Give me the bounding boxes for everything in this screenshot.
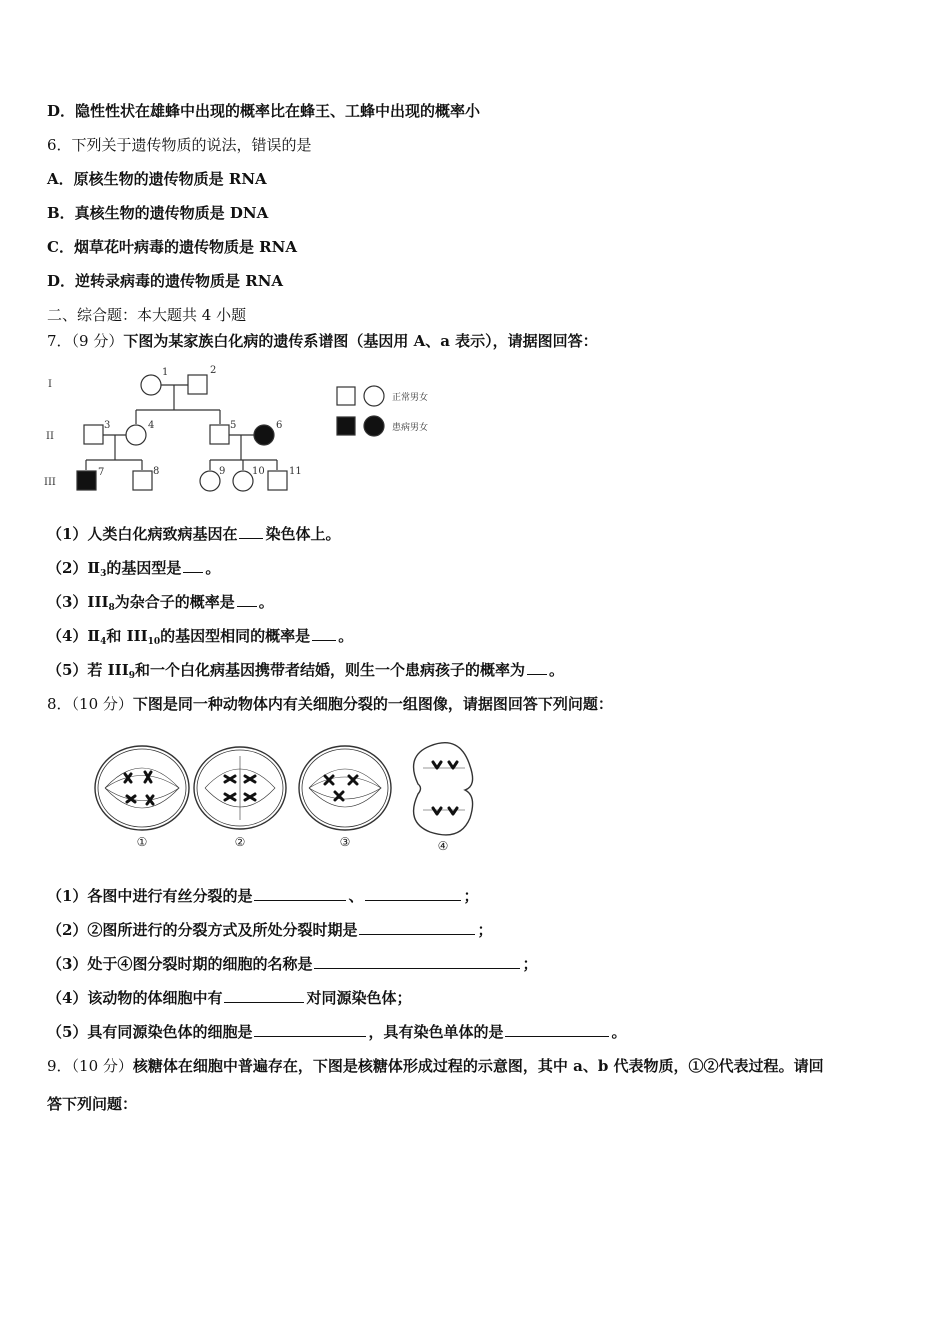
individual-9-female — [200, 471, 220, 491]
q7-sub4-text: （4）Ⅱ — [47, 627, 101, 645]
id-label-5: 5 — [230, 420, 237, 431]
q8-sub3-text: （3）处于④图分裂时期的细胞的名称是 — [47, 955, 313, 973]
legend-affected-male — [337, 417, 355, 435]
q7-sub2 — [47, 558, 220, 584]
id-label-11: 11 — [289, 466, 302, 477]
cell-label-2: ② — [234, 835, 246, 849]
q8-sub1-separator: 、 — [348, 887, 364, 905]
q7-sub2-period: 。 — [205, 559, 221, 577]
q7-sub2-subscript: 3 — [100, 569, 107, 579]
legend-normal-male — [337, 387, 355, 405]
cell-label-1: ① — [136, 835, 148, 849]
q7-sub4-subscript-2: 10 — [147, 637, 161, 647]
q7-sub5-subscript: 9 — [128, 671, 135, 681]
q7-sub4-text3: 的基因型相同的概率是 — [160, 627, 311, 645]
q7-sub2-text2: 的基因型是 — [106, 559, 182, 577]
q8-sub4-end: 对同源染色体； — [306, 989, 412, 1007]
q7-sub4 — [47, 626, 353, 652]
q7-sub3-text2: 为杂合子的概率是 — [114, 593, 235, 611]
q8-sub4-blank[interactable] — [224, 988, 304, 1003]
q7-sub2-blank[interactable] — [183, 558, 203, 573]
individual-3-male — [84, 425, 103, 444]
gen-label-i: I — [48, 379, 52, 390]
q8-stem: 下图是同一种动物体内有关细胞分裂的一组图像，请据图回答下列问题： — [132, 695, 613, 713]
q7-sub1-text: （1）人类白化病致病基因在 — [47, 525, 238, 543]
cell-4 — [414, 743, 473, 835]
q8-sub5-end: 。 — [611, 1023, 627, 1041]
q8-sub5 — [47, 1022, 626, 1042]
id-label-9: 9 — [219, 466, 226, 477]
q5-option-d: D．隐性性状在雄蜂中出现的概率比在蜂王、工蜂中出现的概率小 — [47, 102, 481, 120]
id-label-7: 7 — [98, 467, 105, 478]
q7-sub4-period: 。 — [338, 627, 354, 645]
q7-sub5-text2: 和一个白化病基因携带者结婚，则生一个患病孩子的概率为 — [134, 661, 525, 679]
individual-7-male-affected — [77, 471, 96, 490]
id-label-2: 2 — [210, 365, 217, 376]
q8-sub3-end: ； — [522, 955, 538, 973]
gen-label-iii: III — [44, 477, 56, 488]
q7-sub3-period: 。 — [258, 593, 274, 611]
q7-sub4-text2: 和 III — [106, 627, 148, 645]
individual-6-female-affected — [254, 425, 274, 445]
q6-stem: 6．下列关于遗传物质的说法，错误的是 — [47, 136, 312, 154]
q7-sub4-blank[interactable] — [312, 626, 336, 641]
q6-option-a: A．原核生物的遗传物质是 RNA — [47, 170, 267, 188]
id-label-6: 6 — [276, 420, 283, 431]
q7-sub5 — [47, 660, 564, 686]
q7-sub1-blank[interactable] — [239, 524, 263, 539]
q8-sub5-blank-2[interactable] — [505, 1022, 609, 1037]
id-label-1: 1 — [162, 367, 169, 378]
q7-sub3-blank[interactable] — [237, 592, 257, 607]
q7-heading — [47, 331, 598, 351]
q8-sub3 — [47, 954, 537, 974]
q7-stem: 下图为某家族白化病的遗传系谱图（基因用 A、a 表示），请据图回答： — [123, 332, 598, 350]
individual-2-male — [188, 375, 207, 394]
q9-stem: 核糖体在细胞中普遍存在，下图是核糖体形成过程的示意图，其中 a、b 代表物质，①②代表过程。请回 — [132, 1057, 824, 1075]
q7-sub3-subscript: 8 — [108, 603, 115, 613]
q7-sub2-text: （2）Ⅱ — [47, 559, 101, 577]
q8-sub1-text: （1）各图中进行有丝分裂的是 — [47, 887, 253, 905]
gen-label-ii: II — [46, 431, 54, 442]
q7-sub3 — [47, 592, 274, 618]
q9-stem-continued: 答下列问题： — [47, 1095, 138, 1113]
q8-heading — [47, 694, 613, 714]
q7-sub5-text: （5）若 III — [47, 661, 129, 679]
q8-number: 8．（10 分） — [47, 695, 133, 713]
q9-number: 9．（10 分） — [47, 1057, 133, 1075]
q7-sub1-text-end: 染色体上。 — [265, 525, 341, 543]
id-label-4: 4 — [148, 420, 155, 431]
q7-sub4-subscript-1: 4 — [100, 637, 107, 647]
q9-heading — [47, 1056, 824, 1076]
individual-8-male — [133, 471, 152, 490]
q6-option-b: B．真核生物的遗传物质是 DNA — [47, 204, 269, 222]
cell-3 — [299, 746, 391, 830]
q7-sub5-blank[interactable] — [527, 660, 547, 675]
individual-4-female — [126, 425, 146, 445]
individual-5-male — [210, 425, 229, 444]
legend-affected-female — [364, 416, 384, 436]
id-label-10: 10 — [252, 466, 265, 477]
q8-sub2-end: ； — [477, 921, 493, 939]
q7-sub3-text: （3）III — [47, 593, 109, 611]
q7-sub5-period: 。 — [549, 661, 565, 679]
individual-11-male — [268, 471, 287, 490]
individual-10-female — [233, 471, 253, 491]
q8-sub5-text2: ，具有染色单体的是 — [368, 1023, 504, 1041]
cell-label-4: ④ — [437, 839, 449, 853]
q8-sub1-blank-1[interactable] — [254, 886, 346, 901]
q8-sub2 — [47, 920, 492, 940]
cell-division-figure — [85, 738, 490, 858]
q8-sub4 — [47, 988, 411, 1008]
id-label-8: 8 — [153, 466, 160, 477]
individual-1-female — [141, 375, 161, 395]
section-title: 二、综合题：本大题共 4 小题 — [47, 306, 247, 324]
q7-sub1 — [47, 524, 340, 544]
q8-sub5-text: （5）具有同源染色体的细胞是 — [47, 1023, 253, 1041]
legend-normal-female — [364, 386, 384, 406]
q8-sub4-text: （4）该动物的体细胞中有 — [47, 989, 223, 1007]
q8-sub2-blank[interactable] — [359, 920, 475, 935]
cell-label-3: ③ — [339, 835, 351, 849]
q8-sub1 — [47, 886, 478, 906]
q8-sub3-blank[interactable] — [314, 954, 520, 969]
pedigree-chart — [40, 360, 460, 500]
q8-sub5-blank-1[interactable] — [254, 1022, 366, 1037]
q8-sub1-end: ； — [463, 887, 479, 905]
id-label-3: 3 — [104, 420, 111, 431]
q7-number: 7．（9 分） — [47, 332, 124, 350]
cell-1 — [95, 746, 189, 830]
q6-option-c: C．烟草花叶病毒的遗传物质是 RNA — [47, 238, 297, 256]
q8-sub1-blank-2[interactable] — [365, 886, 461, 901]
q6-option-d: D．逆转录病毒的遗传物质是 RNA — [47, 272, 284, 290]
legend-normal-label: 正常男女 — [392, 393, 429, 403]
q8-sub2-text: （2）②图所进行的分裂方式及所处分裂时期是 — [47, 921, 358, 939]
legend-affected-label: 患病男女 — [392, 423, 429, 433]
